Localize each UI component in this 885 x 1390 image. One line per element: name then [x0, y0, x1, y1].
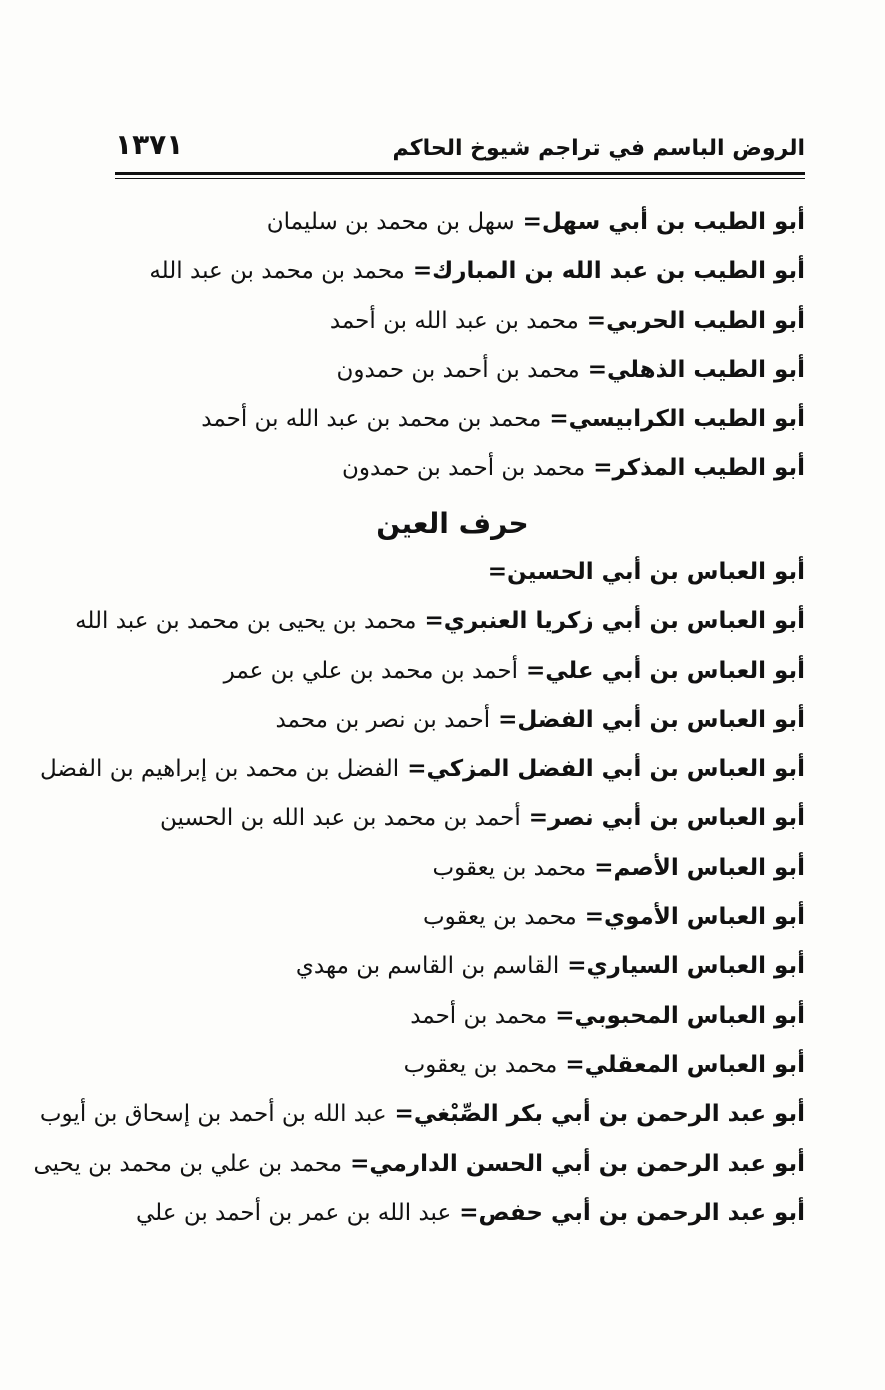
entry-name: القاسم بن القاسم بن مهدي [295, 953, 560, 980]
equals-sign: = [451, 1199, 479, 1226]
entry-name: محمد بن يحيى بن محمد بن عبد الله [75, 608, 417, 635]
entry-name: محمد بن يعقوب [423, 904, 577, 931]
entry-kunya: أبو العباس المحبوبي [574, 1002, 805, 1029]
entry-kunya: أبو العباس بن أبي نصر [548, 805, 805, 832]
entry [100, 794, 805, 843]
entry-kunya: أبو الطيب بن عبد الله بن المبارك [432, 258, 805, 285]
entry-name: محمد بن أحمد بن حمدون [342, 455, 586, 482]
equals-sign: = [404, 258, 433, 285]
equals-sign: = [342, 1150, 370, 1177]
equals-sign: = [514, 209, 542, 235]
entry [100, 942, 805, 991]
entry-kunya: أبو العباس بن أبي زكريا العنبري [443, 608, 805, 635]
equals-sign: = [579, 356, 607, 383]
entry-name: أحمد بن محمد بن علي بن عمر [223, 657, 518, 684]
equals-sign: = [541, 406, 569, 433]
entry-name: عبد الله بن عمر بن أحمد بن علي [136, 1199, 452, 1226]
entry-kunya: أبو العباس بن أبي علي [545, 657, 805, 684]
equals-sign: = [487, 559, 508, 585]
entry-kunya: أبو العباس الأموي [604, 904, 805, 931]
entries-list-2 [33, 548, 805, 1238]
entry [100, 444, 805, 493]
equals-sign: = [578, 307, 607, 334]
entry-name: محمد بن محمد بن عبد الله بن أحمد [201, 406, 542, 433]
equals-sign: = [416, 608, 444, 635]
entry-kunya: أبو العباس بن أبي الحسين [507, 559, 805, 585]
section-heading: حرف العين [376, 506, 529, 540]
entry [100, 297, 805, 346]
equals-sign: = [520, 805, 549, 832]
entry-name: محمد بن محمد بن عبد الله [149, 258, 405, 285]
entry [100, 647, 805, 696]
entry-name: سهل بن محمد بن سليمان [266, 209, 515, 235]
entry-name: الفضل بن محمد بن إبراهيم بن الفضل [40, 756, 400, 783]
entry [100, 395, 805, 444]
entry-name: محمد بن أحمد بن حمدون [336, 356, 580, 383]
page-number: ١٣٧١ [115, 128, 184, 161]
entry-name: محمد بن أحمد [410, 1002, 548, 1029]
equals-sign: = [547, 1002, 575, 1029]
entry-name: محمد بن عبد الله بن أحمد [329, 307, 579, 334]
entry-name: عبد الله بن أحمد بن إسحاق بن أيوب [39, 1101, 387, 1128]
entry-name: أحمد بن نصر بن محمد [275, 706, 491, 733]
entries-list-1 [100, 198, 805, 554]
entry-kunya: أبو العباس المعقلي [584, 1051, 805, 1078]
page-header [115, 128, 805, 170]
running-title: الروض الباسم في تراجم شيوخ الحاكم [392, 136, 805, 161]
entry [40, 745, 805, 794]
entry [100, 1189, 805, 1238]
equals-sign: = [585, 455, 613, 482]
entry [100, 696, 805, 745]
entry-kunya: أبو الطيب الذهلي [606, 356, 805, 383]
entry-name: محمد بن علي بن محمد بن يحيى [33, 1150, 343, 1177]
equals-sign: = [386, 1101, 414, 1128]
entry-name: أحمد بن محمد بن عبد الله بن الحسين [160, 805, 521, 832]
entry-kunya: أبو العباس السياري [586, 953, 805, 980]
entry-kunya: أبو العباس الأصم [613, 854, 805, 881]
entry [100, 992, 805, 1041]
entry [100, 247, 805, 296]
entry [39, 1090, 805, 1139]
entry-kunya: أبو العباس بن أبي الفضل المزكي [426, 756, 805, 783]
entry-name: محمد بن يعقوب [403, 1051, 558, 1078]
entry-kunya: أبو الطيب الكرابيسي [568, 406, 805, 433]
equals-sign: = [517, 657, 546, 684]
equals-sign: = [490, 706, 518, 733]
entry-kunya: أبو الطيب المذكر [612, 455, 805, 482]
equals-sign: = [557, 1051, 585, 1078]
equals-sign: = [559, 953, 587, 980]
equals-sign: = [399, 756, 427, 783]
entry [100, 844, 805, 893]
entry-kunya: أبو عبد الرحمن بن أبي بكر الصِّبْغي [413, 1101, 805, 1128]
entry-kunya: أبو الطيب الحربي [606, 307, 805, 334]
entry [33, 1140, 805, 1189]
entry-kunya: أبو الطيب بن أبي سهل [541, 209, 805, 235]
entry [100, 1041, 805, 1090]
entry [100, 893, 805, 942]
entry-kunya: أبو العباس بن أبي الفضل [517, 706, 805, 733]
entry [100, 198, 805, 247]
entry-kunya: أبو عبد الرحمن بن أبي حفص [478, 1199, 805, 1226]
entry [100, 346, 805, 395]
entry [75, 597, 805, 646]
entry-kunya: أبو عبد الرحمن بن أبي الحسن الدارمي [369, 1150, 805, 1177]
equals-sign: = [586, 854, 614, 881]
entry-name: محمد بن يعقوب [432, 854, 587, 881]
entry [100, 548, 805, 597]
header-rule-thick [115, 172, 805, 175]
header-rule-thin [115, 178, 805, 179]
equals-sign: = [576, 904, 605, 931]
